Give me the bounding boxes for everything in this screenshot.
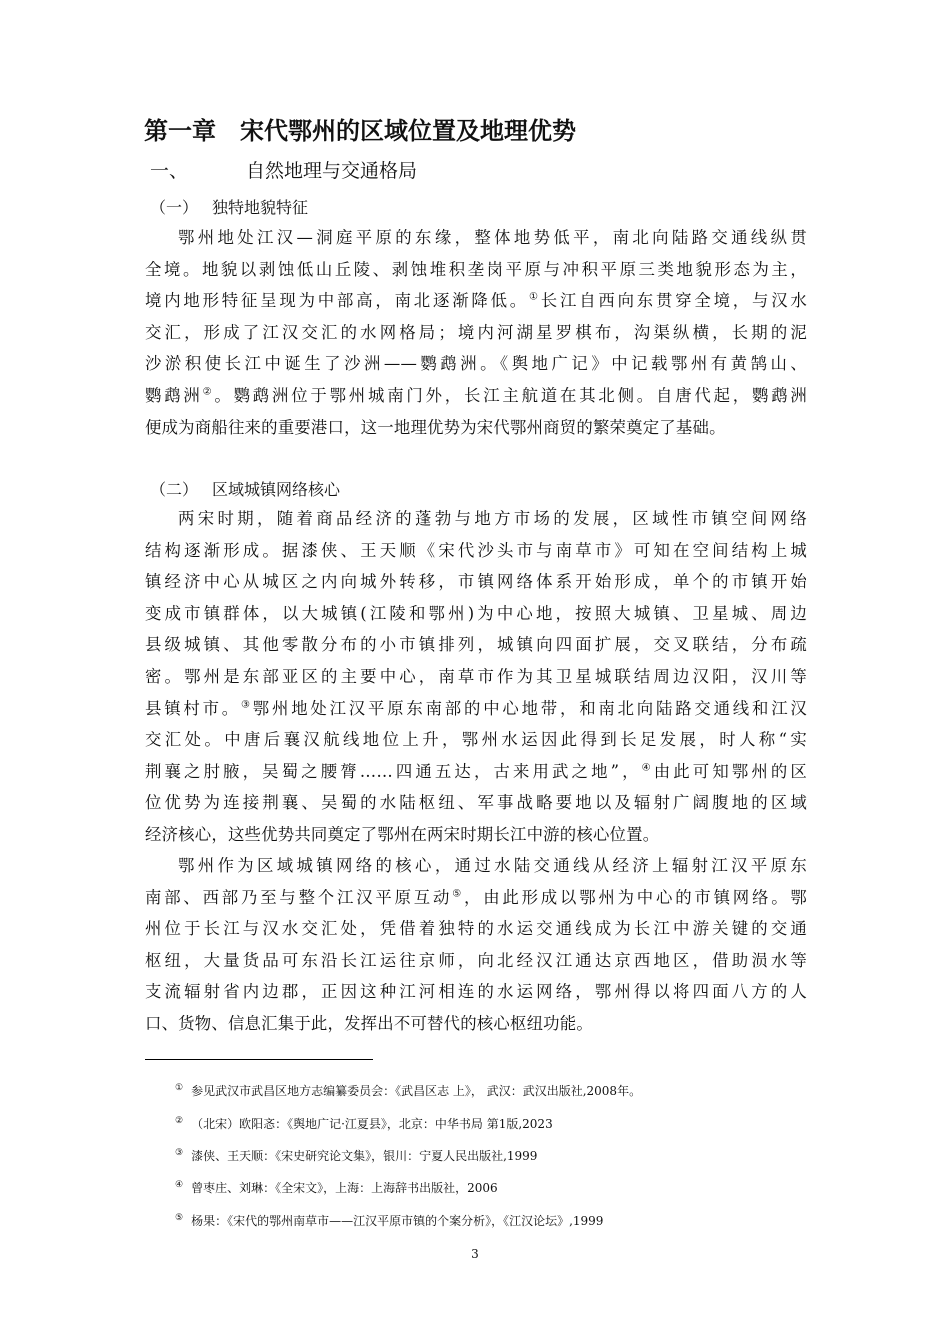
text-run: 荆襄之肘腋，吴蜀之腰膂……四通五达，古来用武之地”， bbox=[145, 761, 642, 781]
footnote-text: 参见武汉市武昌区地方志编纂委员会：《武昌区志 上》， 武汉：武汉出版社,2008年。 bbox=[191, 1084, 642, 1098]
text-line: 交汇，形成了江汉交汇的水网格局；境内河湖星罗棋布，沟渠纵横，长期的泥 bbox=[145, 322, 807, 342]
text-run: 长江自西向东贯穿全境，与汉水 bbox=[540, 291, 807, 311]
text-run: 境内地形特征呈现为中部高，南北逐渐降低。 bbox=[145, 291, 530, 311]
paragraph-3 bbox=[145, 850, 807, 1040]
text-line: 支流辐射省内边郡，正因这种江河相连的水运网络，鄂州得以将四面八方的人 bbox=[145, 982, 807, 1002]
footnote-text: 曾枣庄、刘琳：《全宋文》，上海：上海辞书出版社，2006 bbox=[191, 1181, 498, 1195]
text-line: 两宋时期，随着商品经济的蓬勃与地方市场的发展，区域性市镇空间网络 bbox=[178, 509, 807, 528]
footnote-separator bbox=[145, 1059, 373, 1060]
text-run: 鹦鹉洲 bbox=[145, 385, 203, 405]
text-line: 口、货物、信息汇集于此，发挥出不可替代的核心枢纽功能。 bbox=[145, 1013, 593, 1033]
text-line bbox=[145, 380, 807, 412]
text-line: 县级城镇、其他零散分布的小市镇排列，城镇向四面扩展，交叉联结，分布疏 bbox=[145, 635, 807, 655]
footnote-3 bbox=[175, 1145, 537, 1164]
footnote-text: （北宋）欧阳忞：《舆地广记·江夏县》，北京：中华书局 第1版,2023 bbox=[191, 1117, 553, 1131]
chapter-title: 第一章 宋代鄂州的区域位置及地理优势 bbox=[144, 117, 576, 145]
footnote-ref: ⑤ bbox=[452, 888, 464, 900]
text-line: 鄂州作为区域城镇网络的核心，通过水陆交通线从经济上辐射江汉平原东 bbox=[178, 856, 807, 875]
text-line: 全境。地貌以剥蚀低山丘陵、剥蚀堆积垄岗平原与冲积平原三类地貌形态为主， bbox=[145, 259, 807, 279]
text-line bbox=[145, 285, 807, 317]
text-line: 镇经济中心从城区之内向城外转移，市镇网络体系开始形成，单个的市镇开始 bbox=[145, 572, 807, 592]
text-line: 结构逐渐形成。据漆侠、王天顺《宋代沙头市与南草市》可知在空间结构上城 bbox=[145, 540, 807, 560]
subsection-number: （二） bbox=[150, 480, 199, 499]
text-line: 变成市镇群体，以大城镇(江陵和鄂州)为中心地，按照大城镇、卫星城、周边 bbox=[145, 603, 807, 623]
paragraph-1 bbox=[145, 222, 807, 443]
footnote-text: 杨果：《宋代的鄂州南草市——江汉平原市镇的个案分析》，《江汉论坛》,1999 bbox=[191, 1214, 604, 1228]
text-line: 交汇处。中唐后襄汉航线地位上升，鄂州水运因此得到长足发展，时人称“实 bbox=[145, 730, 807, 750]
footnote-1 bbox=[175, 1080, 641, 1099]
footnote-ref: ② bbox=[202, 386, 215, 398]
text-line: 鄂州地处江汉—洞庭平原的东缘，整体地势低平，南北向陆路交通线纵贯 bbox=[178, 228, 807, 247]
subsection-heading-1 bbox=[150, 196, 308, 220]
text-line: 枢纽，大量货品可东沿长江运往京师，向北经汉江通达京西地区，借助涢水等 bbox=[145, 950, 807, 970]
footnote-ref: ④ bbox=[641, 762, 654, 774]
footnote-mark: ④ bbox=[175, 1180, 184, 1190]
text-line: 便成为商船往来的重要港口，这一地理优势为宋代鄂州商贸的繁荣奠定了基础。 bbox=[145, 417, 726, 437]
paragraph-2 bbox=[145, 503, 807, 851]
text-run: 县镇村市。 bbox=[145, 698, 242, 718]
text-run: ，由此形成以鄂州为中心的市镇网络。鄂 bbox=[464, 887, 807, 907]
text-line: 沙淤积使长江中诞生了沙洲——鹦鹉洲。《舆地广记》中记载鄂州有黄鹄山、 bbox=[145, 354, 807, 374]
footnote-4 bbox=[175, 1177, 498, 1196]
text-line: 经济核心，这些优势共同奠定了鄂州在两宋时期长江中游的核心位置。 bbox=[145, 824, 660, 844]
section-heading bbox=[150, 158, 417, 184]
text-line: 位优势为连接荆襄、吴蜀的水陆枢纽、军事战略要地以及辐射广阔腹地的区域 bbox=[145, 793, 807, 813]
text-run: 。鹦鹉洲位于鄂州城南门外，长江主航道在其北侧。自唐代起，鹦鹉洲 bbox=[214, 385, 807, 405]
footnote-ref: ① bbox=[529, 291, 541, 303]
footnote-5 bbox=[175, 1210, 603, 1229]
text-line bbox=[145, 756, 807, 788]
text-run: 由此可知鄂州的区 bbox=[653, 761, 807, 781]
subsection-title: 独特地貌特征 bbox=[212, 198, 309, 217]
text-line bbox=[145, 693, 807, 725]
text-line: 密。鄂州是东部亚区的主要中心，南草市作为其卫星城联结周边汉阳，汉川等 bbox=[145, 666, 807, 686]
page-number: 3 bbox=[471, 1247, 479, 1261]
footnote-mark: ③ bbox=[175, 1148, 184, 1158]
text-line: 州位于长江与汉水交汇处，凭借着独特的水运交通线成为长江中游关键的交通 bbox=[145, 919, 807, 939]
text-run: 南部、西部乃至与整个江汉平原互动 bbox=[145, 887, 453, 907]
footnote-text: 漆侠、王天顺：《宋史研究论文集》，银川：宁夏人民出版社,1999 bbox=[191, 1149, 538, 1163]
footnote-mark: ⑤ bbox=[175, 1213, 184, 1223]
text-run: 鄂州地处江汉平原东南部的中心地带，和南北向陆路交通线和江汉 bbox=[252, 698, 807, 718]
footnote-ref: ③ bbox=[241, 699, 253, 711]
subsection-number: （一） bbox=[150, 198, 199, 217]
text-line bbox=[145, 882, 807, 914]
section-title: 自然地理与交通格局 bbox=[246, 160, 418, 182]
footnote-mark: ② bbox=[175, 1116, 184, 1126]
subsection-heading-2 bbox=[150, 478, 340, 502]
subsection-title: 区域城镇网络核心 bbox=[212, 480, 341, 499]
section-number: 一、 bbox=[150, 160, 189, 182]
footnote-mark: ① bbox=[175, 1083, 184, 1093]
footnote-2 bbox=[175, 1113, 553, 1132]
